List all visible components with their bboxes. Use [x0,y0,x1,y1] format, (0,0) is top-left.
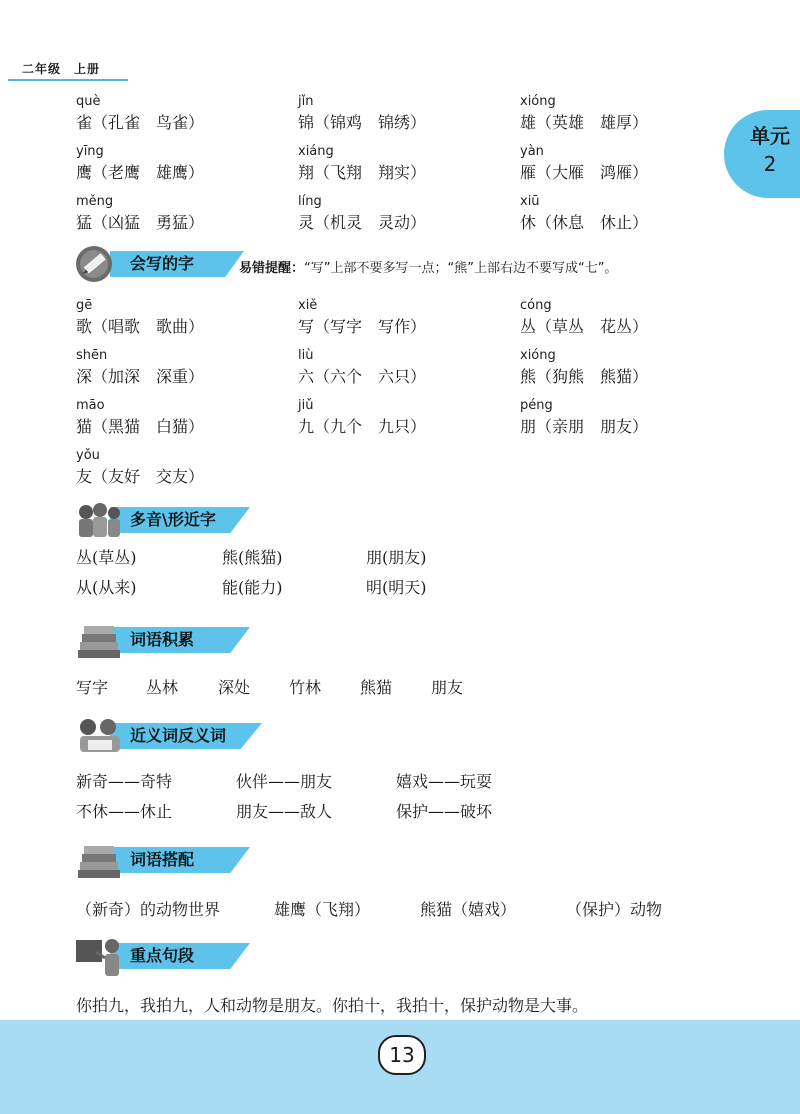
section-title: 词语搭配 [130,850,195,869]
similar-char-item: 从(从来) [76,578,137,597]
pinyin: shēn [76,348,108,363]
word-text: 猛（凶猛 勇猛） [76,213,205,232]
word-text: 雄（英雄 雄厚） [520,113,649,132]
synonym-item: 朋友——敌人 [236,802,333,821]
synonym-item: 伙伴——朋友 [236,772,333,791]
section-title: 多音\形近字 [130,510,216,529]
similar-char-item: 能(能力) [222,578,283,597]
header-grade-label: 二年级 上册 [22,62,101,76]
similar-char-item: 熊(熊猫) [222,548,283,567]
pinyin: xiáng [298,144,334,159]
word-text: 锦（锦鸡 锦绣） [298,113,427,132]
pinyin: yǒu [76,448,100,463]
pinyin: què [76,94,101,109]
pinyin: yīng [76,144,104,159]
tip-label: 易错提醒： [239,261,305,276]
word-text: 熊（狗熊 熊猫） [520,367,649,386]
word-text: 雁（大雁 鸿雁） [520,163,649,182]
section-title: 重点句段 [130,946,195,965]
pinyin: jǐn [298,94,314,109]
pinyin: cóng [520,298,552,313]
error-tip [239,257,617,276]
write-section-banner [74,244,244,284]
unit-tab [724,110,800,198]
word-text: 写（写字 写作） [298,317,427,336]
key-sentence: 你拍九，我拍九，人和动物是朋友。你拍十，我拍十，保护动物是大事。 [76,996,589,1015]
vocabulary-banner [74,620,254,660]
word-text: 休（休息 休止） [520,213,649,232]
word-text: 鹰（老鹰 雄鹰） [76,163,205,182]
word-text: 六（六个 六只） [298,367,427,386]
section-title: 词语积累 [130,630,195,649]
books-icon [74,840,124,880]
word-text: 雀（孔雀 鸟雀） [76,113,205,132]
collocation-item: （保护）动物 [566,900,663,919]
vocab-item: 熊猫 [360,678,393,697]
similar-char-item: 朋(朋友) [366,548,427,567]
similar-char-item: 丛(草丛) [76,548,137,567]
word-text: 朋（亲朋 朋友） [520,417,649,436]
similar-chars-banner [74,500,254,540]
pinyin: liù [298,348,314,363]
children-icon [74,500,124,540]
unit-tab-number: 2 [763,152,777,176]
pinyin: xióng [520,94,556,109]
word-text: 深（加深 深重） [76,367,205,386]
word-text: 翔（飞翔 翔实） [298,163,427,182]
pencil-icon [74,244,118,284]
header-rule [8,79,128,81]
collocation-item: 熊猫（嬉戏） [420,900,517,919]
word-text: 丛（草丛 花丛） [520,317,649,336]
tip-text: “写”上部不要多写一点；“熊”上部右边不要写成“七”。 [304,261,618,276]
collocation-item: （新奇）的动物世界 [76,900,221,919]
page-number: 13 [378,1035,426,1075]
pinyin: xiě [298,298,318,313]
synonym-item: 新奇——奇特 [76,772,173,791]
pinyin: jiǔ [298,398,314,413]
synonym-item: 保护——破坏 [396,802,493,821]
word-text: 九（九个 九只） [298,417,427,436]
pinyin: māo [76,398,105,413]
pinyin: měng [76,194,114,209]
similar-char-item: 明(明天) [366,578,427,597]
pinyin: xiū [520,194,540,209]
reading-kids-icon [74,716,126,756]
pinyin: xióng [520,348,556,363]
section-title: 近义词反义词 [130,726,227,745]
vocab-item: 竹林 [289,678,322,697]
vocab-item: 朋友 [431,678,464,697]
pinyin: líng [298,194,322,209]
section-title: 会写的字 [130,254,195,273]
word-text: 猫（黑猫 白猫） [76,417,205,436]
books-icon [74,620,124,660]
pinyin: gē [76,298,93,313]
teacher-board-icon [74,936,126,980]
unit-tab-label: 单元 [750,124,790,148]
pinyin: yàn [520,144,544,159]
synonym-item: 不休——休止 [76,802,173,821]
vocab-item: 写字 [76,678,109,697]
word-text: 灵（机灵 灵动） [298,213,427,232]
synonyms-banner [74,716,274,756]
vocab-item: 深处 [218,678,251,697]
synonym-item: 嬉戏——玩耍 [396,772,493,791]
key-sentences-banner [74,936,254,976]
vocab-item: 丛林 [146,678,179,697]
collocation-item: 雄鹰（飞翔） [274,900,371,919]
word-text: 歌（唱歌 歌曲） [76,317,205,336]
word-text: 友（友好 交友） [76,467,205,486]
pinyin: péng [520,398,553,413]
collocations-banner [74,840,254,880]
